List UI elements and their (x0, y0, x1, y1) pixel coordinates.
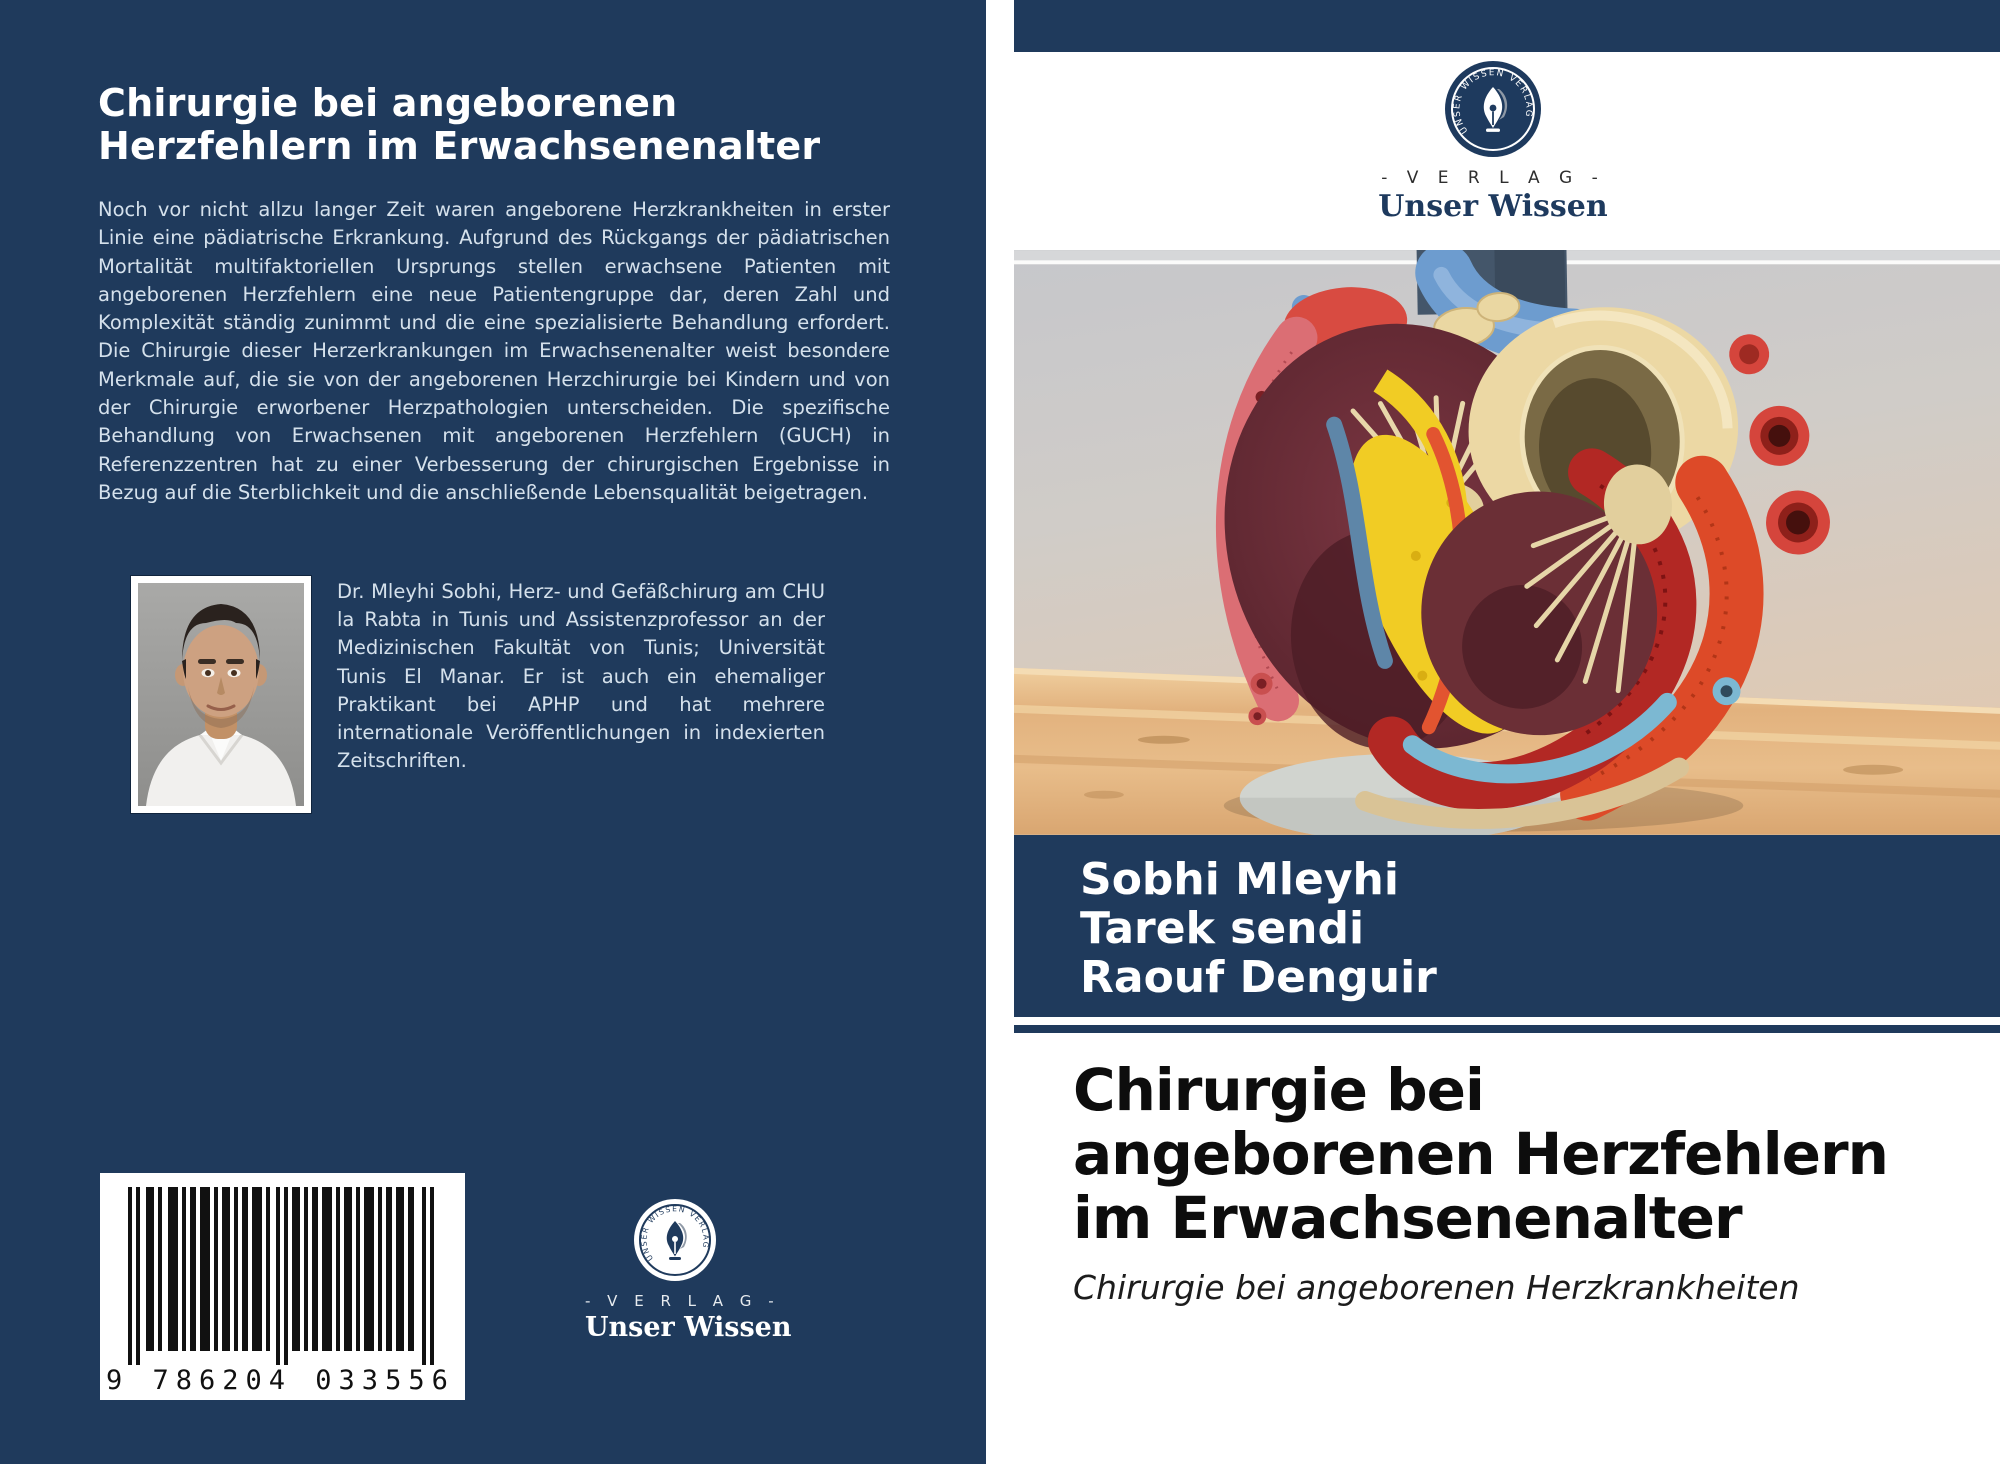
front-title-line-1: Chirurgie bei (1073, 1056, 1484, 1124)
verlag-label-back: - V E R L A G - (585, 1292, 780, 1310)
publisher-name-back: Unser Wissen (585, 1312, 792, 1343)
barcode (100, 1173, 465, 1400)
author-bio: Dr. Mleyhi Sobhi, Herz- und Gefäßchirurg am CHU la Rabta in Tunis und Assistenzprofessor an der Medizinischen Fakultät von Tunis; Universität Tunis El Manar. Er ist auch ein ehemaliger Praktikant bei APHP und hat mehrere internationale Veröffentlichungen in indexierten Zeitschriften. (337, 580, 825, 773)
publisher-ring-text-back: UNSER WISSEN VERLAG (639, 1204, 711, 1263)
front-cover-subtitle: Chirurgie bei angeborenen Herzkrankheiten (1073, 1268, 1800, 1307)
author-name-1: Sobhi Mleyhi (1080, 854, 1399, 905)
author-portrait (130, 575, 312, 814)
publisher-ring-text-front: UNSER WISSEN VERLAG (1452, 68, 1534, 136)
author-name-3: Raouf Denguir (1080, 952, 1437, 1003)
back-title-line-2: Herzfehlern im Erwachsenenalter (98, 124, 821, 168)
divider-line (1014, 1025, 2000, 1033)
back-cover-title (98, 82, 918, 168)
synopsis-text: Noch vor nicht allzu langer Zeit waren angeborene Herzkrankheiten in erster Linie eine pädiatrische Erkrankung. Aufgrund des Rückgangs der pädiatrischen Mortalität multifaktoriellen Ursprungs stellen erwachsene Patienten mit angeborenen Herzfehlern eine neue Patientengruppe dar, deren Zahl und Komplexität ständig zunimmt und die eine spezialisierte Behandlung erfordert. Die Chirurgie dieser Herzerkrankungen im Erwachsenenalter weist besondere Merkmale auf, die sie von der angeborenen Herzchirurgie bei Kindern und von der Chirurgie erworbener Herzpathologien unterscheiden. Die spezifische Behandlung von Erwachsenen mit angeborenen Herzfehlern (GUCH) in Referenzzentren hat zu einer Verbesserung der chirurgischen Ergebnisse in Bezug auf die Sterblichkeit und die anschließende Lebensqualität beigetragen. (98, 198, 890, 504)
publisher-emblem-front (1444, 60, 1542, 158)
publisher-logo-front (1373, 60, 1613, 224)
back-cover (0, 0, 986, 1464)
barcode-digits: 9 786204 033556 (106, 1365, 459, 1396)
front-title-line-2: angeborenen Herzfehlern (1073, 1120, 1888, 1188)
front-top-strip (1014, 0, 2000, 52)
publisher-emblem-back (633, 1198, 717, 1282)
back-title-line-1: Chirurgie bei angeborenen (98, 81, 678, 125)
heart-model-photo (1014, 250, 2000, 835)
front-title-line-3: im Erwachsenenalter (1073, 1184, 1742, 1252)
author-portrait-image (138, 583, 304, 806)
verlag-label-front: - V E R L A G - (1381, 168, 1605, 188)
spine (986, 0, 1014, 1464)
author-name-2: Tarek sendi (1080, 903, 1365, 954)
front-cover-title (1073, 1058, 1953, 1250)
publisher-name-front: Unser Wissen (1378, 189, 1608, 224)
publisher-logo-back (585, 1198, 792, 1343)
author-band (1014, 835, 2000, 1017)
